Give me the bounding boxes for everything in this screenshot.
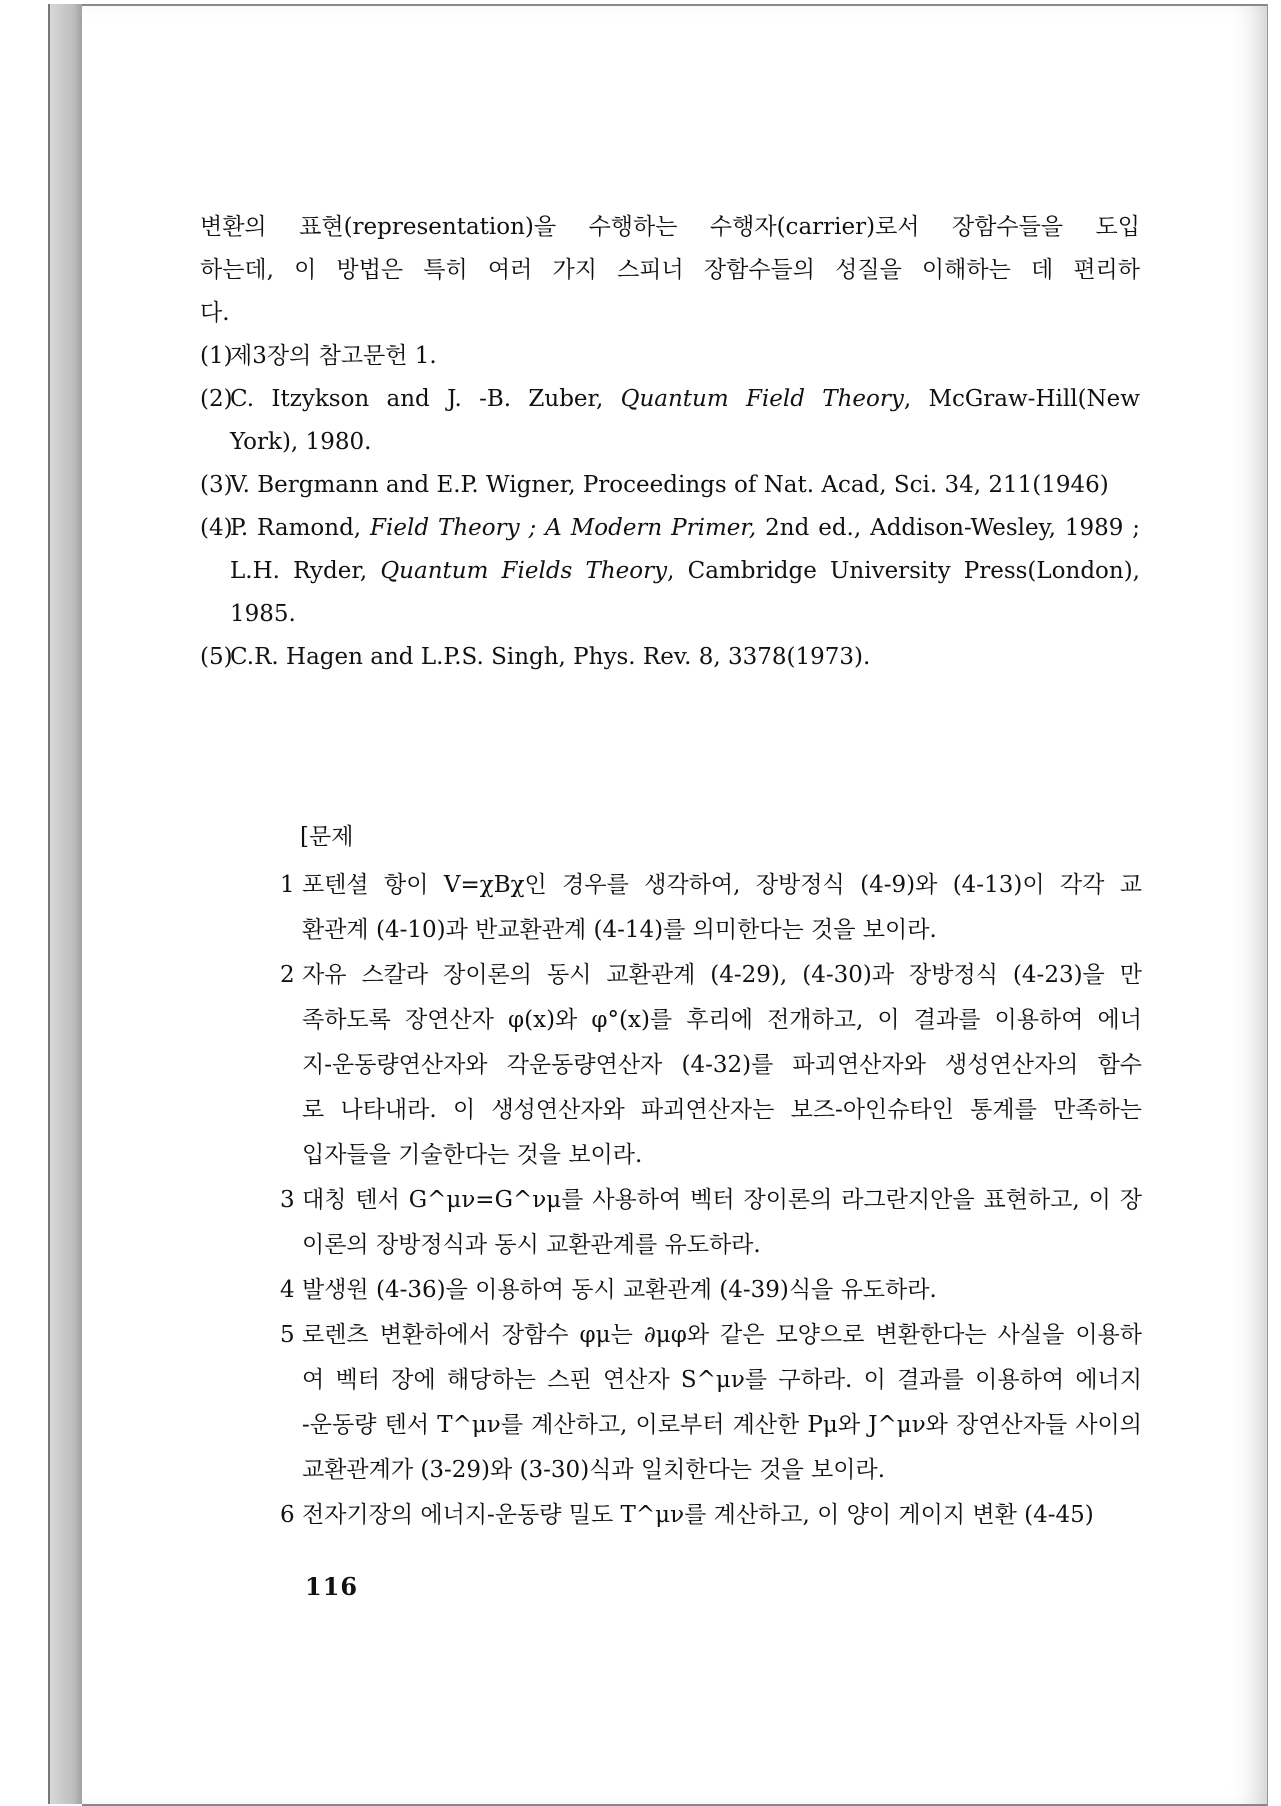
problems-heading: [문제 xyxy=(300,824,354,850)
reference-authors: P. Ramond, xyxy=(230,515,371,541)
intro-line: 다. xyxy=(200,300,230,326)
problem-text: 로 나타내라. 이 생성연산자와 파괴연산자는 보즈-아인슈타인 통계를 만족하는 xyxy=(302,1097,1142,1123)
reference-publisher: , Cambridge University Press(London), xyxy=(667,558,1140,584)
reference-item xyxy=(200,464,1140,507)
problem-text: 포텐셜 항이 V=χBχ인 경우를 생각하여, 장방정식 (4-9)와 (4-13)이 각각 교 xyxy=(302,872,1142,898)
problem-item xyxy=(280,1493,1142,1538)
problem-number: 5 xyxy=(280,1322,295,1348)
problem-text: 교환관계가 (3-29)와 (3-30)식과 일치한다는 것을 보이라. xyxy=(302,1457,886,1483)
reference-number: (4) xyxy=(200,515,233,541)
problem-text: -운동량 텐서 T^μν를 계산하고, 이로부터 계산한 Pμ와 J^μν와 장연산자들 사이의 xyxy=(302,1412,1142,1438)
problem-text: 지-운동량연산자와 각운동량연산자 (4-32)를 파괴연산자와 생성연산자의 함수 xyxy=(302,1052,1143,1078)
problems-list xyxy=(280,863,1142,1538)
problem-number: 3 xyxy=(280,1187,295,1213)
problem-text: 전자기장의 에너지-운동량 밀도 T^μν를 계산하고, 이 양이 게이지 변환 (4-45) xyxy=(302,1502,1094,1528)
reference-item xyxy=(200,636,1140,679)
problem-item xyxy=(280,1178,1142,1268)
reference-continuation: 1985. xyxy=(230,601,296,627)
problem-number: 2 xyxy=(280,962,295,988)
intro-and-references xyxy=(200,206,1140,679)
problem-text: 환관계 (4-10)과 반교환관계 (4-14)를 의미한다는 것을 보이라. xyxy=(302,917,937,943)
reference-publisher: 2nd ed., Addison-Wesley, 1989 ; xyxy=(756,515,1141,541)
intro-line: 변환의 표현(representation)을 수행하는 수행자(carrier)로서 장함수들을 도입 xyxy=(200,214,1140,240)
reference-text: C.R. Hagen and L.P.S. Singh, Phys. Rev. 8, 3378(1973). xyxy=(230,644,871,670)
problem-number: 4 xyxy=(280,1277,295,1303)
problem-item xyxy=(280,1313,1142,1493)
problem-text: 로렌츠 변환하에서 장함수 φμ는 ∂μφ와 같은 모양으로 변환한다는 사실을 이용하 xyxy=(302,1322,1142,1348)
reference-title: Quantum Fields Theory xyxy=(380,558,668,584)
reference-title: Field Theory ; A Modern Primer, xyxy=(370,515,757,541)
problem-item xyxy=(280,863,1142,953)
reference-authors: C. Itzykson and J. -B. Zuber, xyxy=(230,386,621,412)
intro-line: 하는데, 이 방법은 특히 여러 가지 스피너 장함수들의 성질을 이해하는 데 편리하 xyxy=(200,257,1140,283)
book-edge xyxy=(48,4,84,1804)
reference-number: (2) xyxy=(200,386,233,412)
problem-text: 자유 스칼라 장이론의 동시 교환관계 (4-29), (4-30)과 장방정식 (4-23)을 만 xyxy=(302,962,1142,988)
reference-authors: L.H. Ryder, xyxy=(230,558,381,584)
reference-text: V. Bergmann and E.P. Wigner, Proceedings of Nat. Acad, Sci. 34, 211(1946) xyxy=(230,472,1109,498)
problem-number: 1 xyxy=(280,872,295,898)
problem-number: 6 xyxy=(280,1502,295,1528)
problem-item xyxy=(280,953,1142,1178)
reference-number: (5) xyxy=(200,644,233,670)
problem-text: 족하도록 장연산자 φ(x)와 φ°(x)를 후리에 전개하고, 이 결과를 이용하여 에너 xyxy=(302,1007,1142,1033)
reference-item xyxy=(200,378,1140,464)
problem-text: 이론의 장방정식과 동시 교환관계를 유도하라. xyxy=(302,1232,761,1258)
reference-item xyxy=(200,507,1140,636)
problem-item xyxy=(280,1268,1142,1313)
reference-text: 제3장의 참고문헌 1. xyxy=(230,343,437,369)
problem-text: 발생원 (4-36)을 이용하여 동시 교환관계 (4-39)식을 유도하라. xyxy=(302,1277,937,1303)
problem-text: 대칭 텐서 G^μν=G^νμ를 사용하여 벡터 장이론의 라그란지안을 표현하고, 이 장 xyxy=(302,1187,1142,1213)
reference-continuation: York), 1980. xyxy=(230,429,372,455)
reference-item xyxy=(200,335,1140,378)
reference-publisher: , McGraw-Hill(New xyxy=(903,386,1140,412)
reference-title: Quantum Field Theory xyxy=(620,386,904,412)
problem-text: 여 벡터 장에 해당하는 스핀 연산자 S^μν를 구하라. 이 결과를 이용하여 에너지 xyxy=(302,1367,1142,1393)
page-number: 116 xyxy=(305,1572,359,1601)
reference-number: (1) xyxy=(200,343,233,369)
reference-number: (3) xyxy=(200,472,233,498)
problem-text: 입자들을 기술한다는 것을 보이라. xyxy=(302,1142,643,1168)
